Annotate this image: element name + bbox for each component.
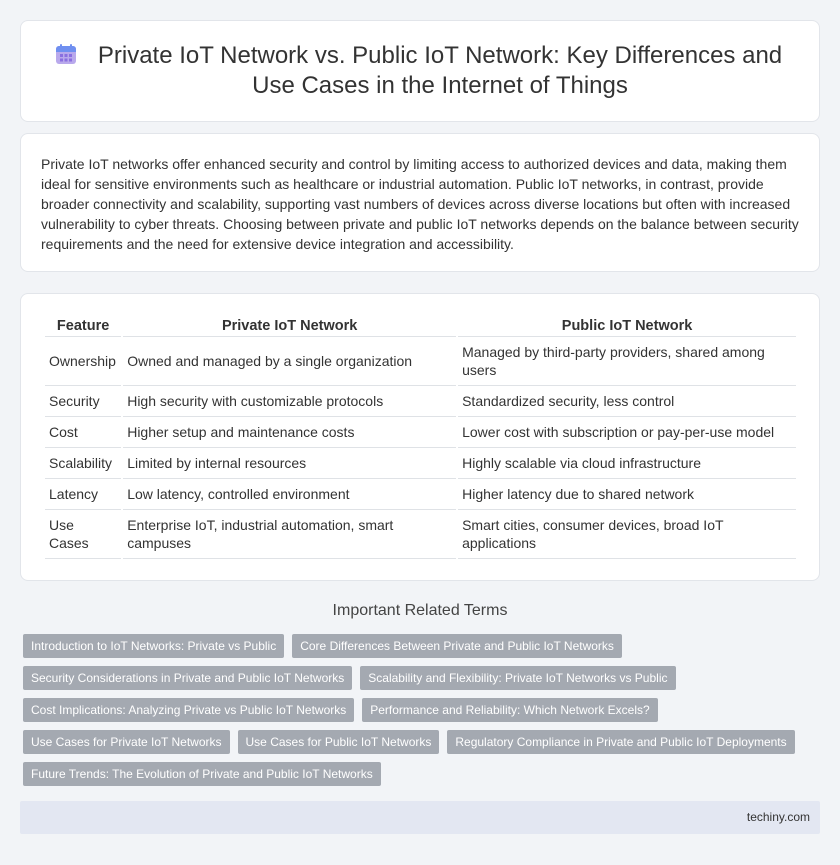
related-term-tag[interactable]: Core Differences Between Private and Public IoT Networks <box>292 634 622 658</box>
public-cell: Lower cost with subscription or pay-per-use model <box>458 417 796 448</box>
related-term-tag[interactable]: Future Trends: The Evolution of Private and Public IoT Networks <box>23 762 381 786</box>
public-cell: Standardized security, less control <box>458 386 796 417</box>
private-cell: Higher setup and maintenance costs <box>123 417 456 448</box>
private-cell: Limited by internal resources <box>123 448 456 479</box>
title-wrap <box>40 41 800 101</box>
table-header-row <box>45 314 796 337</box>
title-card <box>20 20 820 122</box>
calendar-icon <box>55 43 77 65</box>
table-row <box>45 479 796 510</box>
related-term-tag[interactable]: Performance and Reliability: Which Network Excels? <box>362 698 657 722</box>
comparison-table <box>43 314 798 559</box>
related-terms-heading: Important Related Terms <box>332 602 508 619</box>
footer-bar <box>20 801 820 834</box>
footer-site-link[interactable]: techiny.com <box>746 810 810 824</box>
related-term-tag[interactable]: Regulatory Compliance in Private and Public IoT Deployments <box>447 730 794 754</box>
related-term-tag[interactable]: Security Considerations in Private and Public IoT Networks <box>23 666 352 690</box>
related-term-tag[interactable]: Use Cases for Public IoT Networks <box>238 730 440 754</box>
header-feature: Feature <box>45 314 121 337</box>
private-cell: Enterprise IoT, industrial automation, smart campuses <box>123 510 456 559</box>
related-term-tag[interactable]: Cost Implications: Analyzing Private vs Public IoT Networks <box>23 698 354 722</box>
related-term-tag[interactable]: Introduction to IoT Networks: Private vs Public <box>23 634 284 658</box>
related-terms-list <box>23 634 818 794</box>
feature-cell: Ownership <box>45 337 121 386</box>
table-row <box>45 337 796 386</box>
public-cell: Smart cities, consumer devices, broad IoT applications <box>458 510 796 559</box>
comparison-table-card <box>20 293 820 581</box>
related-term-tag[interactable]: Scalability and Flexibility: Private IoT Networks vs Public <box>360 666 675 690</box>
private-cell: Owned and managed by a single organization <box>123 337 456 386</box>
feature-cell: Cost <box>45 417 121 448</box>
private-cell: Low latency, controlled environment <box>123 479 456 510</box>
public-cell: Highly scalable via cloud infrastructure <box>458 448 796 479</box>
table-row <box>45 448 796 479</box>
intro-card <box>20 133 820 272</box>
public-cell: Higher latency due to shared network <box>458 479 796 510</box>
header-private: Private IoT Network <box>123 314 456 337</box>
page-title: Private IoT Network vs. Public IoT Network: Key Differences and Use Cases in the Internet of Things <box>97 42 783 99</box>
feature-cell: Scalability <box>45 448 121 479</box>
public-cell: Managed by third-party providers, shared among users <box>458 337 796 386</box>
related-term-tag[interactable]: Use Cases for Private IoT Networks <box>23 730 230 754</box>
feature-cell: Security <box>45 386 121 417</box>
table-row <box>45 417 796 448</box>
table-row <box>45 386 796 417</box>
feature-cell: Use Cases <box>45 510 121 559</box>
private-cell: High security with customizable protocols <box>123 386 456 417</box>
table-row <box>45 510 796 559</box>
feature-cell: Latency <box>45 479 121 510</box>
intro-paragraph: Private IoT networks offer enhanced security and control by limiting access to authorized devices and data, making them ideal for sensitive environments such as healthcare or industrial automation. Public IoT networks, in contrast, provide broader connectivity and scalability, supporting vast numbers of devices across diverse locations but often with increased vulnerability to cyber threats. Choosing between private and public IoT networks depends on the balance between security requirements and the need for extensive device integration and accessibility. <box>41 156 799 252</box>
header-public: Public IoT Network <box>458 314 796 337</box>
